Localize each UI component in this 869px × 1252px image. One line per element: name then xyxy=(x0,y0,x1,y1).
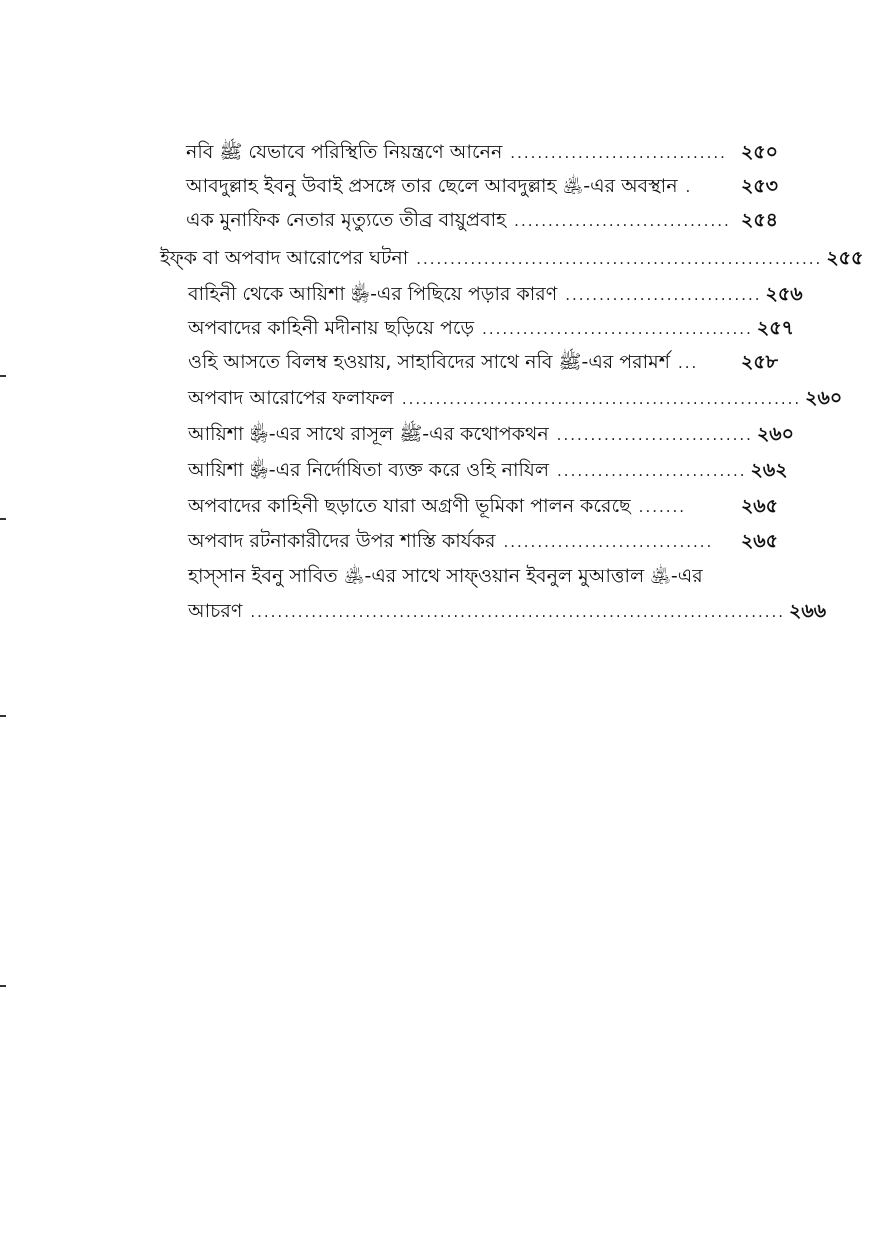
toc-entry xyxy=(188,346,778,379)
toc-page-number: ২৫৬ xyxy=(765,283,803,305)
toc-leader-dots: ............................................................ xyxy=(416,250,823,268)
toc-entry xyxy=(186,204,778,237)
scan-margin-mark xyxy=(0,375,6,377)
toc-entry xyxy=(188,418,795,451)
toc-page-number: ২৫৭ xyxy=(756,317,794,339)
toc-entry xyxy=(186,136,778,169)
toc-page-number: ২৬২ xyxy=(750,459,788,481)
scan-margin-mark xyxy=(0,985,6,987)
toc-leader-dots: . xyxy=(685,178,693,196)
toc-entry xyxy=(188,278,803,311)
toc-leader-dots: ................................ xyxy=(514,212,731,230)
toc-leader-dots: ........................................................... xyxy=(401,390,802,408)
toc-entry xyxy=(188,490,778,523)
toc-entry-title: আয়িশা ﵂-এর নির্দোষিতা ব্যক্ত করে ওহি নাযিল xyxy=(188,459,550,481)
toc-section-heading xyxy=(160,242,864,275)
toc-entry-title: অপবাদের কাহিনী ছড়াতে যারা অগ্রণী ভূমিকা পালন করেছে xyxy=(188,495,631,517)
toc-entry-title: আবদুল্লাহ ইবনু উবাই প্রসঙ্গে তার ছেলে আবদুল্লাহ ﵁-এর অবস্থান xyxy=(186,175,678,197)
toc-page-number: ২৫০ xyxy=(740,141,778,163)
toc-page-number: ২৫৩ xyxy=(740,175,778,197)
toc-leader-dots: ........................................ xyxy=(482,320,753,338)
toc-entry-title: নবি ﷺ যেভাবে পরিস্থিতি নিয়ন্ত্রণে আনেন xyxy=(186,141,503,163)
toc-entry-title: অপবাদ রটনাকারীদের উপর শাস্তি কার্যকর xyxy=(188,530,496,552)
toc-entry xyxy=(188,525,778,558)
toc-page-number: ২৬৫ xyxy=(740,495,778,517)
toc-leader-dots: ............................................................................... xyxy=(250,603,786,621)
scan-margin-mark xyxy=(0,715,6,717)
toc-leader-dots: ... xyxy=(677,354,699,372)
toc-entry-title: অপবাদ আরোপের ফলাফল xyxy=(188,387,394,409)
toc-page-number: ২৬০ xyxy=(805,387,843,409)
toc-leader-dots: ............................... xyxy=(503,533,714,551)
toc-entry xyxy=(188,382,843,415)
toc-leader-dots: ............................ xyxy=(557,462,747,480)
toc-page-number: ২৬৫ xyxy=(740,530,778,552)
toc-entry-title: বাহিনী থেকে আয়িশা ﵂-এর পিছিয়ে পড়ার কারণ xyxy=(188,283,558,305)
toc-page-number: ২৫৫ xyxy=(826,247,864,269)
toc-entry-title-line2: আচরণ xyxy=(188,600,243,622)
toc-leader-dots: ....... xyxy=(638,498,687,516)
toc-leader-dots: ............................. xyxy=(565,286,762,304)
scan-margin-mark xyxy=(0,518,6,520)
toc-page-number: ২৫৪ xyxy=(740,209,778,231)
toc-page-number: ২৬৬ xyxy=(789,600,827,622)
toc-page-number: ২৬০ xyxy=(756,423,795,445)
toc-page-number: ২৫৮ xyxy=(740,351,778,373)
toc-entry-title-line1: হাস্‌সান ইবনু সাবিত ﵁-এর সাথে সাফ্‌ওয়ান ইবনুল মুআত্তাল ﵁-এর xyxy=(188,565,703,587)
toc-entry-title: অপবাদের কাহিনী মদীনায় ছড়িয়ে পড়ে xyxy=(188,317,475,339)
toc-entry-title: এক মুনাফিক নেতার মৃত্যুতে তীব্র বায়ুপ্রবাহ xyxy=(186,209,507,231)
toc-leader-dots: ................................ xyxy=(510,144,727,162)
toc-entry-title: ওহি আসতে বিলম্ব হওয়ায়, সাহাবিদের সাথে নবি ﷺ-এর পরামর্শ xyxy=(188,351,670,373)
toc-entry xyxy=(186,170,778,203)
toc-entry xyxy=(188,595,827,628)
toc-entry xyxy=(188,312,794,345)
toc-entry-title: আয়িশা ﵂-এর সাথে রাসূল ﷺ-এর কথোপকথন xyxy=(188,423,549,445)
toc-entry xyxy=(188,454,788,487)
toc-entry-title: ইফ্‌ক বা অপবাদ আরোপের ঘটনা xyxy=(160,247,409,269)
toc-leader-dots: ............................. xyxy=(556,426,753,444)
